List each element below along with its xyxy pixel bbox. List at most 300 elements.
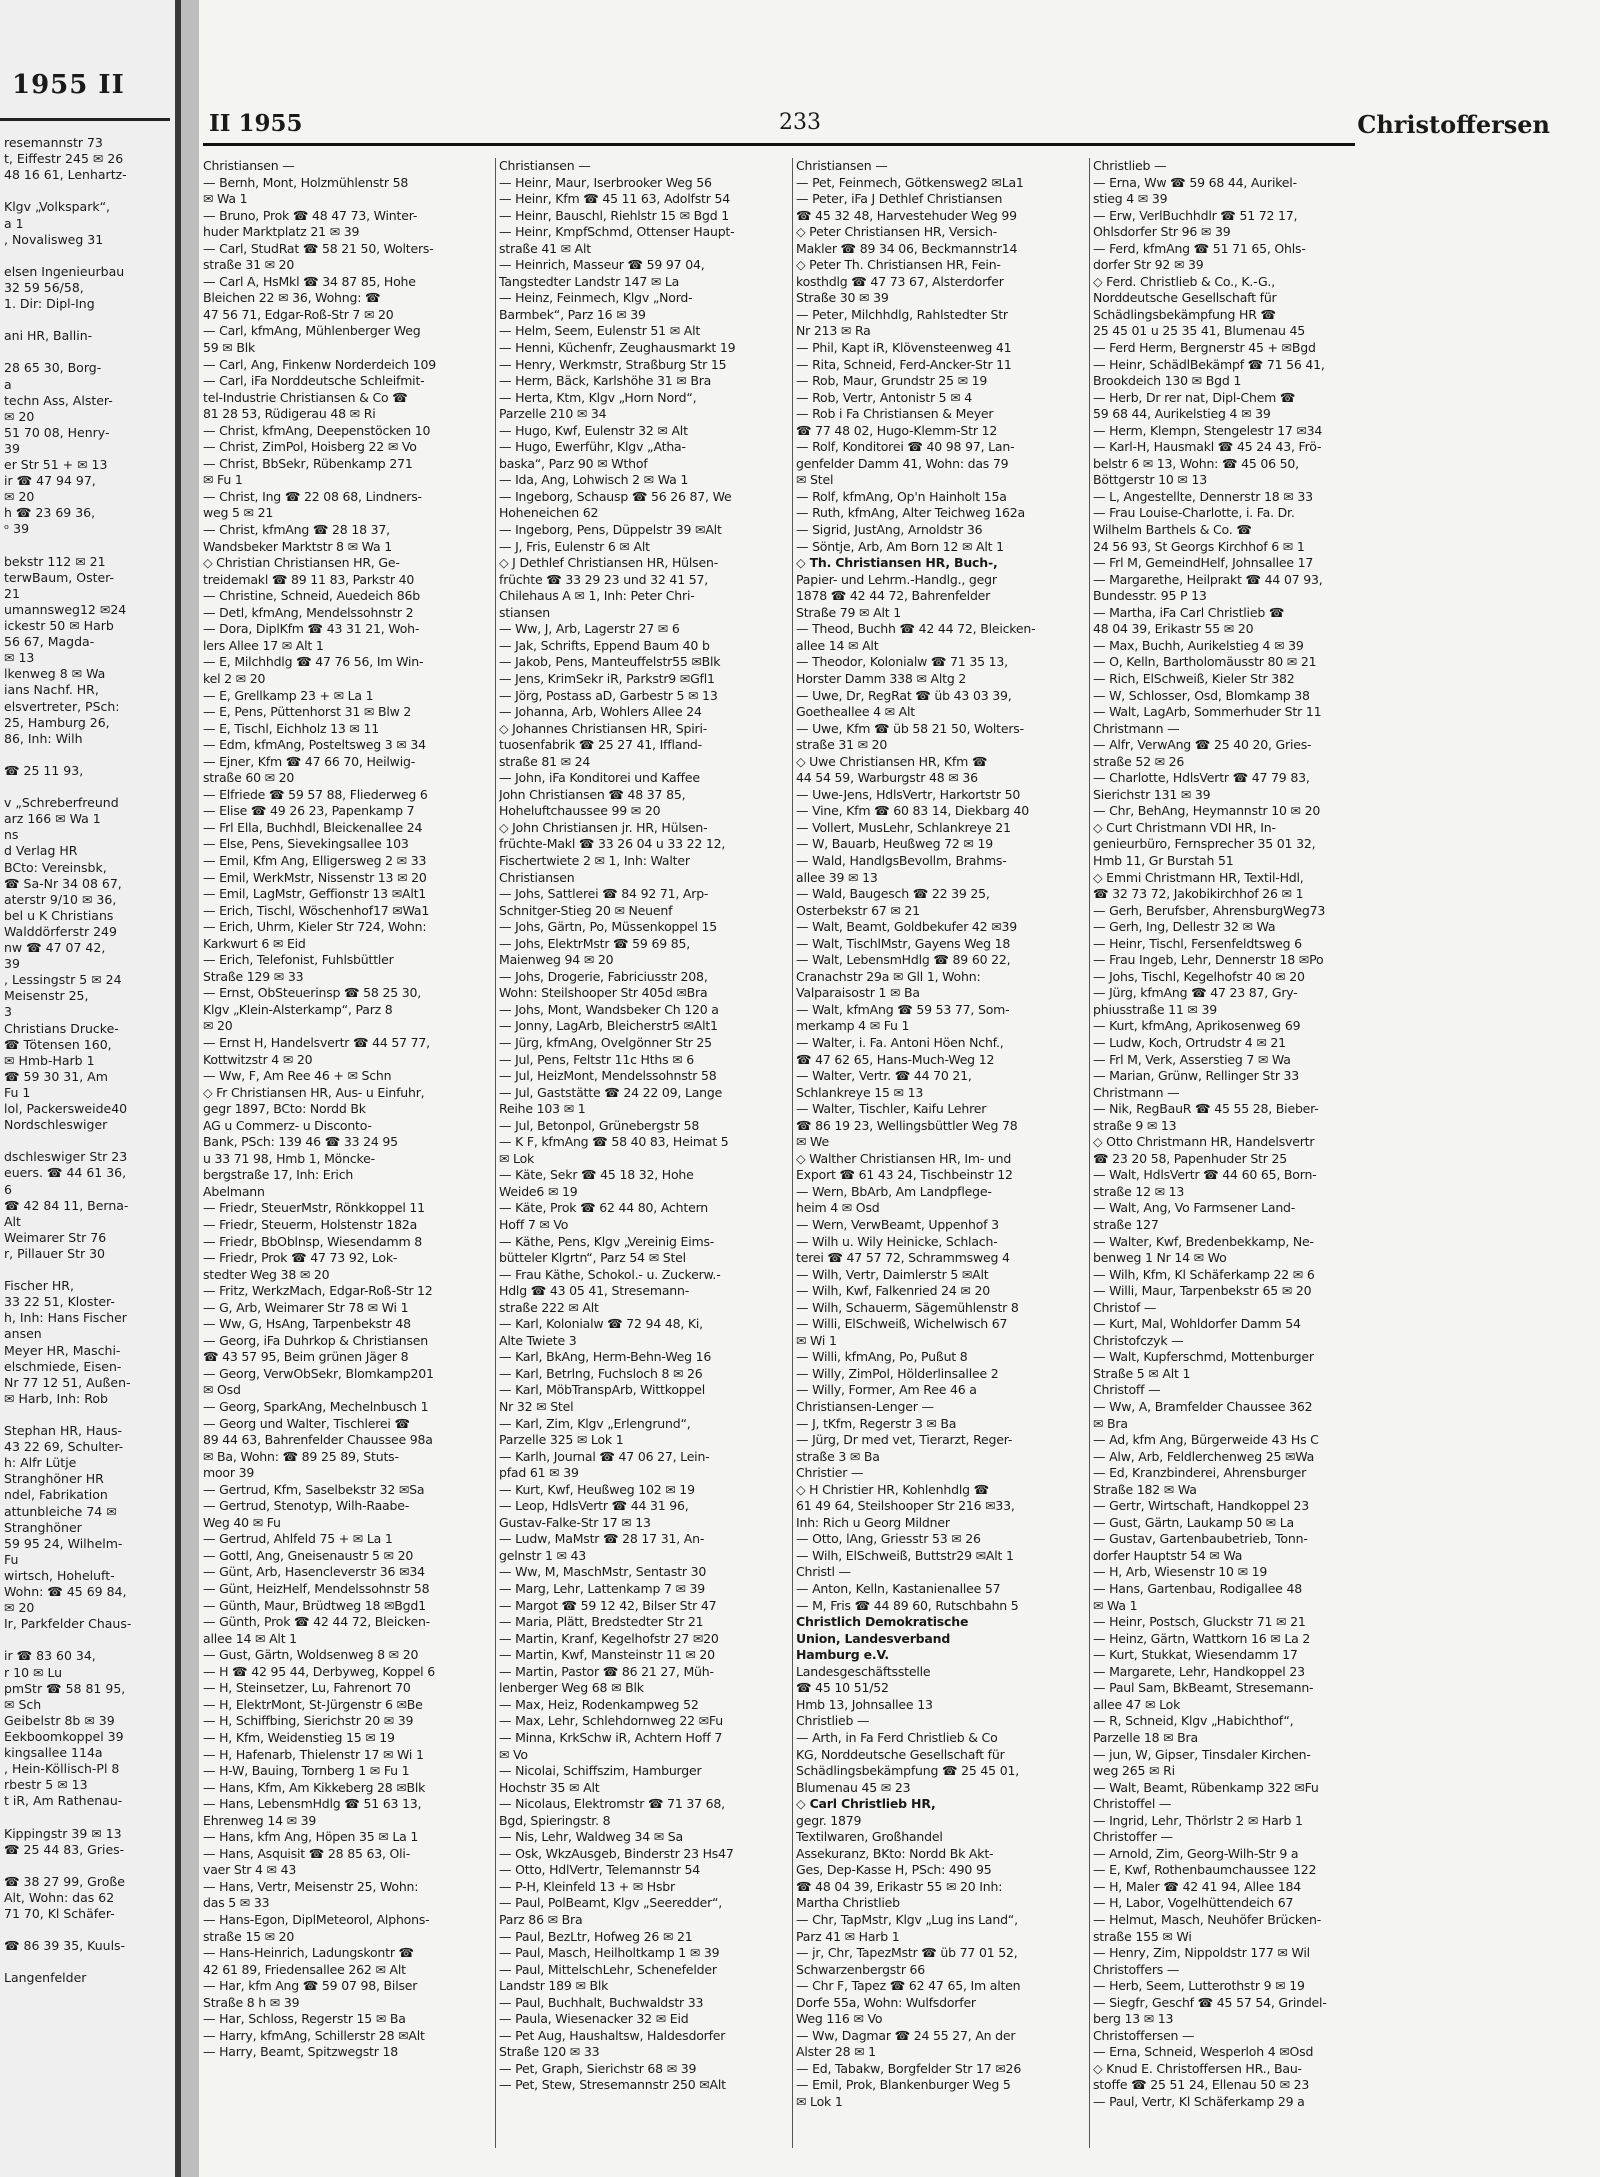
- directory-entry: Christmann —: [1093, 720, 1180, 736]
- directory-entry: — Walt, Kupferschmd, Mottenburger: [1093, 1349, 1314, 1365]
- directory-entry: — Erich, Telefonist, Fuhlsbüttler: [203, 952, 394, 968]
- directory-entry: Hmb 11, Gr Burstah 51: [1093, 852, 1234, 868]
- directory-entry: ✉ Stel: [796, 472, 834, 488]
- directory-entry: weg 265 ✉ Ri: [1093, 1763, 1175, 1779]
- left-page-fragment: [0, 0, 181, 2177]
- directory-entry: — Rob, Maur, Grundstr 25 ✉ 19: [796, 373, 988, 389]
- left-fragment-line: a: [4, 376, 12, 392]
- directory-entry: — H, Kfm, Weidenstieg 15 ✉ 19: [203, 1729, 395, 1745]
- directory-entry: — Fritz, WerkzMach, Edgar-Roß-Str 12: [203, 1283, 433, 1299]
- directory-entry: — Gertrud, Stenotyp, Wilh-Raabe-: [203, 1498, 410, 1514]
- directory-entry: Christlieb —: [796, 1713, 870, 1729]
- directory-entry: — Erna, Ww ☎ 59 68 44, Aurikel-: [1093, 174, 1297, 190]
- directory-entry: — Kurt, kfmAng, Aprikosenweg 69: [1093, 1018, 1301, 1034]
- directory-entry: — Karl, Betrlng, Fuchsloch 8 ✉ 26: [499, 1365, 703, 1381]
- directory-entry: — Walt, kfmAng ☎ 59 53 77, Som-: [796, 1001, 1010, 1017]
- left-fragment-line: rbestr 5 ✉ 13: [4, 1777, 88, 1793]
- left-fragment-line: Meyer HR, Maschi-: [4, 1342, 121, 1358]
- directory-entry: — Rob i Fa Christiansen & Meyer: [796, 406, 994, 422]
- directory-entry: ◇ Th. Christiansen HR, Buch-,: [796, 555, 998, 571]
- directory-entry: früchte ☎ 33 29 23 und 32 41 57,: [499, 571, 708, 587]
- directory-page: [199, 0, 1600, 2177]
- directory-entry: pfad 61 ✉ 39: [499, 1465, 579, 1481]
- directory-entry: ✉ Bra: [1093, 1415, 1128, 1431]
- directory-entry: — Margarethe, Heilprakt ☎ 44 07 93,: [1093, 571, 1323, 587]
- directory-entry: — Herm, Klempn, Stengelestr 17 ✉34: [1093, 422, 1323, 438]
- directory-entry: kosthdlg ☎ 47 73 67, Alsterdorfer: [796, 273, 1004, 289]
- directory-entry: John Christiansen ☎ 48 37 85,: [499, 786, 686, 802]
- directory-entry: moor 39: [203, 1465, 255, 1481]
- directory-entry: ☎ 45 10 51/52: [796, 1680, 889, 1696]
- directory-entry: — J, Fris, Eulenstr 6 ✉ Alt: [499, 538, 650, 554]
- directory-entry: — Heinr, SchädlBekämpf ☎ 71 56 41,: [1093, 356, 1325, 372]
- directory-entry: belstr 6 ✉ 13, Wohn: ☎ 45 06 50,: [1093, 455, 1299, 471]
- directory-entry: — Walt, TischlMstr, Gayens Weg 18: [796, 935, 1011, 951]
- directory-entry: ☎ 45 32 48, Harvestehuder Weg 99: [796, 207, 1017, 223]
- directory-entry: KG, Norddeutsche Gesellschaft für: [796, 1746, 1005, 1762]
- directory-entry: Ehrenweg 14 ✉ 39: [203, 1812, 317, 1828]
- directory-entry: — R, Schneid, Klgv „Habichthof“,: [1093, 1713, 1294, 1729]
- directory-entry: — Harry, Beamt, Spitzwegstr 18: [203, 2044, 398, 2060]
- left-fragment-line: ickestr 50 ✉ Harb: [4, 618, 114, 633]
- left-fragment-line: r, Pillauer Str 30: [4, 1245, 106, 1261]
- directory-entry: ✉ Lok: [499, 1150, 535, 1166]
- directory-entry: Weg 40 ✉ Fu: [203, 1514, 281, 1530]
- directory-entry: huder Marktplatz 21 ✉ 39: [203, 224, 360, 240]
- directory-entry: — Ed, Tabakw, Borgfelder Str 17 ✉26: [796, 2060, 1022, 2076]
- directory-entry: Parz 41 ✉ Harb 1: [796, 1928, 900, 1944]
- directory-entry: Hoheluftchaussee 99 ✉ 20: [499, 803, 661, 819]
- directory-entry: — Hans-Heinrich, Ladungskontr ☎: [203, 1945, 414, 1961]
- directory-entry: — Günt, Arb, Hasencleverstr 36 ✉34: [203, 1564, 425, 1580]
- directory-entry: — H, Arb, Wiesenstr 10 ✉ 19: [1093, 1564, 1268, 1580]
- directory-entry: Bundesstr. 95 P 13: [1093, 588, 1207, 604]
- directory-entry: — Elfriede ☎ 59 57 88, Fliederweg 6: [203, 786, 428, 802]
- left-fragment-line: 39: [4, 956, 20, 972]
- directory-entry: ✉ Osd: [203, 1382, 241, 1398]
- directory-entry: allee 14 ✉ Alt: [796, 637, 879, 653]
- left-fragment-line: ☎ 86 39 35, Kuuls-: [4, 1938, 126, 1954]
- directory-entry: — Henry, Werkmstr, Straßburg Str 15: [499, 356, 727, 372]
- directory-entry: dorfer Str 92 ✉ 39: [1093, 257, 1204, 273]
- directory-entry: Christiansen-Lenger —: [796, 1399, 934, 1415]
- left-fragment-line: Meisenstr 25,: [4, 988, 89, 1004]
- directory-entry: Gustav-Falke-Str 17 ✉ 13: [499, 1514, 651, 1530]
- directory-entry: — Jul, Betonpol, Grünebergstr 58: [499, 1117, 700, 1133]
- directory-entry: — Heinr, Bauschl, Riehlstr 15 ✉ Bgd 1: [499, 207, 729, 223]
- left-fragment-line: umannsweg12 ✉24: [4, 601, 127, 617]
- directory-entry: — Rob, Vertr, Antonistr 5 ✉ 4: [796, 389, 972, 405]
- directory-entry: genieurbüro, Fernsprecher 35 01 32,: [1093, 836, 1316, 852]
- directory-entry: — H, Maler ☎ 42 41 94, Allee 184: [1093, 1878, 1302, 1894]
- directory-entry: — Ingeborg, Pens, Düppelstr 39 ✉Alt: [499, 522, 722, 538]
- directory-entry: — Emil, Prok, Blankenburger Weg 5: [796, 2077, 1011, 2093]
- left-fragment-line: , Hein-Köllisch-Pl 8: [4, 1761, 120, 1777]
- directory-entry: — Ernst H, Handelsvertr ☎ 44 57 77,: [203, 1034, 430, 1050]
- left-fragment-line: ir ☎ 47 94 97,: [4, 473, 96, 489]
- directory-entry: — Ww, G, HsAng, Tarpenbekstr 48: [203, 1316, 411, 1332]
- directory-entry: Brookdeich 130 ✉ Bgd 1: [1093, 373, 1242, 389]
- left-fragment-line: r 10 ✉ Lu: [4, 1664, 63, 1680]
- directory-entry: Bank, PSch: 139 46 ☎ 33 24 95: [203, 1134, 398, 1150]
- directory-entry: Martha Christlieb: [796, 1895, 900, 1911]
- left-fragment-line: h, Inh: Hans Fischer: [4, 1310, 127, 1326]
- directory-entry: — H ☎ 42 95 44, Derbyweg, Koppel 6: [203, 1663, 435, 1679]
- page-number: 233: [779, 110, 821, 135]
- directory-entry: lenberger Weg 68 ✉ Blk: [499, 1680, 644, 1696]
- directory-entry: gegr 1897, BCto: Nordd Bk: [203, 1101, 366, 1117]
- directory-entry: Ges, Dep-Kasse H, PSch: 490 95: [796, 1862, 992, 1878]
- directory-entry: weg 5 ✉ 21: [203, 505, 274, 521]
- directory-entry: 81 28 53, Rüdigerau 48 ✉ Ri: [203, 406, 376, 422]
- directory-entry: — W, Bauarb, Heußweg 72 ✉ 19: [796, 836, 993, 852]
- directory-entry: — Frau Ingeb, Lehr, Dennerstr 18 ✉Po: [1093, 952, 1324, 968]
- page-header: [199, 0, 1600, 150]
- left-fragment-line: Eekboomkoppel 39: [4, 1728, 124, 1744]
- left-fragment-line: ✉ Hmb-Harb 1: [4, 1052, 95, 1068]
- directory-entry: baska“, Parz 90 ✉ Wthof: [499, 455, 648, 471]
- directory-entry: genfelder Damm 41, Wohn: das 79: [796, 455, 1009, 471]
- directory-entry: — Paul, Vertr, Kl Schäferkamp 29 a: [1093, 2093, 1305, 2109]
- directory-entry: — Paul, Buchhalt, Buchwaldstr 33: [499, 1994, 704, 2010]
- left-fragment-line: wirtsch, Hoheluft-: [4, 1567, 115, 1583]
- directory-entry: — Theod, Buchh ☎ 42 44 72, Bleicken-: [796, 621, 1036, 637]
- column-divider: [792, 158, 793, 2148]
- directory-entry: Osterbekstr 67 ✉ 21: [796, 902, 920, 918]
- directory-entry: Cranachstr 29a ✉ Gll 1, Wohn:: [796, 968, 981, 984]
- directory-entry: gegr. 1879: [796, 1812, 862, 1828]
- left-fragment-line: , Lessingstr 5 ✉ 24: [4, 972, 122, 988]
- left-fragment-line: 51 70 08, Henry-: [4, 424, 110, 440]
- directory-entry: — Heinz, Gärtn, Wattkorn 16 ✉ La 2: [1093, 1630, 1311, 1646]
- directory-entry: — Willi, kfmAng, Po, Pußut 8: [796, 1349, 968, 1365]
- left-fragment-line: 3: [4, 1004, 12, 1020]
- directory-entry: 24 56 93, St Georgs Kirchhof 6 ✉ 1: [1093, 538, 1305, 554]
- directory-entry: — Anton, Kelln, Kastanienallee 57: [796, 1581, 1001, 1597]
- directory-entry: — H, Labor, Vogelhüttendeich 67: [1093, 1895, 1294, 1911]
- directory-entry: 1878 ☎ 42 44 72, Bahrenfelder: [796, 588, 991, 604]
- directory-entry: Karkwurt 6 ✉ Eid: [203, 935, 306, 951]
- directory-entry: — H-W, Bauing, Tornberg 1 ✉ Fu 1: [203, 1763, 410, 1779]
- directory-entry: — Carl A, HsMkl ☎ 34 87 85, Hohe: [203, 273, 416, 289]
- left-fragment-line: ☎ 59 30 31, Am: [4, 1068, 108, 1084]
- directory-entry: Christl —: [796, 1564, 851, 1580]
- directory-entry: — Pet, Graph, Sierichstr 68 ✉ 39: [499, 2060, 697, 2076]
- directory-entry: — Paul, MittelschLehr, Schenefelder: [499, 1961, 717, 1977]
- directory-entry: Nr 213 ✉ Ra: [796, 323, 871, 339]
- directory-entry: — Charlotte, HdlsVertr ☎ 47 79 83,: [1093, 770, 1310, 786]
- directory-entry: — Christ, BbSekr, Rübenkamp 271: [203, 455, 413, 471]
- left-fragment-line: ✉ 20: [4, 408, 35, 424]
- directory-entry: Reihe 103 ✉ 1: [499, 1101, 586, 1117]
- directory-entry: ◇ Johannes Christiansen HR, Spiri-: [499, 720, 708, 736]
- directory-entry: Weg 116 ✉ Vo: [796, 2011, 883, 2027]
- left-fragment-line: Stranghöner: [4, 1519, 82, 1535]
- directory-entry: — Heinr, Postsch, Gluckstr 71 ✉ 21: [1093, 1614, 1306, 1630]
- left-fragment-line: er Str 51 + ✉ 13: [4, 457, 108, 472]
- directory-entry: — Hans, Kfm, Am Kikkeberg 28 ✉Blk: [203, 1779, 426, 1795]
- directory-entry: — Ed, Kranzbinderei, Ahrensburger: [1093, 1465, 1307, 1481]
- directory-entry: — Ferd, kfmAng ☎ 51 71 65, Ohls-: [1093, 240, 1306, 256]
- directory-entry: straße 52 ✉ 26: [1093, 753, 1185, 769]
- left-page-header: 1955 II: [12, 70, 125, 100]
- directory-entry: — Gerh, Berufsber, AhrensburgWeg73: [1093, 902, 1326, 918]
- directory-entry: — Willy, Former, Am Ree 46 a: [796, 1382, 977, 1398]
- left-fragment-line: BCto: Vereinsbk,: [4, 859, 107, 875]
- directory-entry: — Helm, Seem, Eulenstr 51 ✉ Alt: [499, 323, 701, 339]
- left-fragment-line: elschmiede, Eisen-: [4, 1358, 122, 1374]
- directory-entry: — Ejner, Kfm ☎ 47 66 70, Heilwig-: [203, 753, 416, 769]
- directory-entry: — Martin, Kranf, Kegelhofstr 27 ✉20: [499, 1630, 719, 1646]
- directory-entry: ◇ Uwe Christiansen HR, Kfm ☎: [796, 753, 988, 769]
- directory-entry: — Alfr, VerwAng ☎ 25 40 20, Gries-: [1093, 737, 1312, 753]
- directory-entry: — Emil, Kfm Ang, Elligersweg 2 ✉ 33: [203, 852, 427, 868]
- directory-entry: — Walt, Ang, Vo Farmsener Land-: [1093, 1200, 1296, 1216]
- directory-entry: — Uwe-Jens, HdlsVertr, Harkortstr 50: [796, 786, 1021, 802]
- directory-entry: — Herta, Ktm, Klgv „Horn Nord“,: [499, 389, 697, 405]
- directory-entry: — Jul, Gaststätte ☎ 24 22 09, Lange: [499, 1084, 723, 1100]
- directory-entry: Export ☎ 61 43 24, Tischbeinstr 12: [796, 1167, 1013, 1183]
- directory-entry: — Chr F, Tapez ☎ 62 47 65, Im alten: [796, 1978, 1021, 1994]
- directory-entry: — Max, Buchh, Aurikelstieg 4 ✉ 39: [1093, 637, 1304, 653]
- directory-entry: kel 2 ✉ 20: [203, 670, 266, 686]
- left-fragment-line: ☎ 42 84 11, Berna-: [4, 1197, 129, 1213]
- directory-entry: — Pet, Stew, Stresemannstr 250 ✉Alt: [499, 2077, 726, 2093]
- directory-entry: — Ww, F, Am Ree 46 + ✉ Schn: [203, 1068, 392, 1084]
- directory-entry: vaer Str 4 ✉ 43: [203, 1862, 297, 1878]
- directory-entry: — jr, Chr, TapezMstr ☎ üb 77 01 52,: [796, 1945, 1018, 1961]
- left-fragment-line: ☎ 38 27 99, Große: [4, 1873, 125, 1889]
- column-2: [499, 158, 786, 2158]
- directory-entry: — Friedr, Steuerm, Holstenstr 182a: [203, 1217, 418, 1232]
- left-fragment-line: elsen Ingenieurbau: [4, 263, 125, 279]
- directory-entry: — Karl, BkAng, Herm-Behn-Weg 16: [499, 1349, 712, 1365]
- directory-entry: straße 9 ✉ 13: [1093, 1117, 1177, 1133]
- directory-entry: — Carl, kfmAng, Mühlenberger Weg: [203, 323, 421, 339]
- left-fragment-line: Alt: [4, 1213, 21, 1229]
- left-fragment-line: 86, Inh: Wilh: [4, 730, 83, 746]
- directory-entry: — Wald, HandlgsBevollm, Brahms-: [796, 852, 1007, 868]
- directory-entry: — E, Milchhdlg ☎ 47 76 56, Im Win-: [203, 654, 424, 670]
- left-fragment-line: 56 67, Magda-: [4, 634, 95, 650]
- directory-entry: — Jürg, Dr med vet, Tierarzt, Reger-: [796, 1432, 1013, 1448]
- directory-entry: — Ludw, MaMstr ☎ 28 17 31, An-: [499, 1531, 705, 1547]
- column-divider: [1089, 158, 1090, 2148]
- directory-entry: allee 39 ✉ 13: [796, 869, 878, 885]
- directory-entry: — Erw, VerlBuchhdlr ☎ 51 72 17,: [1093, 207, 1298, 223]
- directory-entry: — Ingrid, Lehr, Thörlstr 2 ✉ Harb 1: [1093, 1812, 1303, 1828]
- directory-entry: Wilhelm Barthels & Co. ☎: [1093, 522, 1252, 538]
- directory-entry: straße 155 ✉ Wi: [1093, 1928, 1192, 1944]
- directory-entry: ☎ 23 20 58, Papenhuder Str 25: [1093, 1150, 1287, 1166]
- directory-entry: — Peter, Milchhdlg, Rahlstedter Str: [796, 306, 1008, 322]
- directory-entry: — Har, kfm Ang ☎ 59 07 98, Bilser: [203, 1978, 418, 1994]
- left-fragment-line: Fu 1: [4, 1084, 31, 1100]
- left-fragment-line: bekstr 112 ✉ 21: [4, 553, 106, 569]
- directory-entry: — H, Hafenarb, Thielenstr 17 ✉ Wi 1: [203, 1746, 424, 1762]
- directory-entry: Nr 32 ✉ Stel: [499, 1399, 574, 1415]
- directory-entry: — Wilh, Schauerm, Sägemühlenstr 8: [796, 1299, 1019, 1315]
- left-fragment-line: 1. Dir: Dipl-Ing: [4, 296, 95, 311]
- directory-entry: Parzelle 18 ✉ Bra: [1093, 1729, 1198, 1745]
- left-fragment-line: ☎ Tötensen 160,: [4, 1036, 112, 1052]
- directory-entry: — Helmut, Masch, Neuhöfer Brücken-: [1093, 1911, 1322, 1927]
- directory-entry: Bleichen 22 ✉ 36, Wohng: ☎: [203, 290, 381, 306]
- directory-entry: straße 12 ✉ 13: [1093, 1183, 1185, 1199]
- header-year: II 1955: [209, 110, 303, 137]
- left-fragment-line: ians Nachf. HR,: [4, 682, 99, 698]
- directory-entry: Straße 5 ✉ Alt 1: [1093, 1365, 1191, 1381]
- left-fragment-line: dschleswiger Str 23: [4, 1149, 128, 1165]
- directory-entry: — Christ, ZimPol, Hoisberg 22 ✉ Vo: [203, 439, 417, 455]
- directory-entry: — Wilh, Kwf, Falkenried 24 ✉ 20: [796, 1283, 990, 1299]
- left-fragment-line: lkenweg 8 ✉ Wa: [4, 666, 106, 682]
- directory-entry: Schwarzenbergstr 66: [796, 1961, 926, 1977]
- left-fragment-line: 43 22 69, Schulter-: [4, 1439, 124, 1455]
- directory-columns: [203, 158, 1359, 2158]
- left-fragment-line: a 1: [4, 215, 24, 231]
- directory-entry: ◇ Fr Christiansen HR, Aus- u Einfuhr,: [203, 1084, 425, 1100]
- directory-entry: Goetheallee 4 ✉ Alt: [796, 704, 915, 720]
- directory-entry: — Wern, BbArb, Am Landpflege-: [796, 1183, 992, 1199]
- directory-entry: Valparaisostr 1 ✉ Ba: [796, 985, 920, 1001]
- directory-entry: früchte-Makl ☎ 33 26 04 u 33 22 12,: [499, 836, 726, 852]
- header-rule: [203, 143, 1355, 146]
- directory-entry: — Käte, Prok ☎ 62 44 80, Achtern: [499, 1200, 709, 1216]
- directory-entry: — E, Grellkamp 23 + ✉ La 1: [203, 687, 374, 703]
- directory-entry: — Erich, Tischl, Wöschenhof17 ✉Wa1: [203, 902, 430, 918]
- directory-entry: — Jens, KrimSekr iR, Parkstr9 ✉Gfl1: [499, 670, 715, 686]
- directory-entry: — Chr, TapMstr, Klgv „Lug ins Land“,: [796, 1911, 1018, 1927]
- directory-entry: ◇ Carl Christlieb HR,: [796, 1796, 936, 1812]
- directory-entry: Hochstr 35 ✉ Alt: [499, 1779, 600, 1795]
- directory-entry: Straße 120 ✉ 33: [499, 2044, 600, 2060]
- directory-entry: — Sigrid, JustAng, Arnoldstr 36: [796, 522, 983, 538]
- directory-entry: — Rolf, kfmAng, Op'n Hainholt 15a: [796, 488, 1007, 504]
- directory-entry: ◇ John Christiansen jr. HR, Hülsen-: [499, 819, 708, 835]
- directory-entry: — Gust, Gärtn, Laukamp 50 ✉ La: [1093, 1514, 1294, 1530]
- directory-entry: ✉ We: [796, 1134, 829, 1150]
- directory-entry: Tangstedter Landstr 147 ✉ La: [499, 273, 680, 289]
- directory-entry: Christmann —: [1093, 1084, 1180, 1100]
- directory-entry: — Ida, Ang, Lohwisch 2 ✉ Wa 1: [499, 472, 689, 488]
- directory-entry: — Henry, Zim, Nippoldstr 177 ✉ Wil: [1093, 1945, 1310, 1961]
- directory-entry: ☎ 43 57 95, Beim grünen Jäger 8: [203, 1349, 409, 1365]
- directory-entry: — Nis, Lehr, Waldweg 34 ✉ Sa: [499, 1829, 683, 1845]
- left-fragment-line: resemannstr 73: [4, 135, 103, 150]
- directory-entry: straße 41 ✉ Alt: [499, 240, 592, 256]
- left-fragment-line: 71 70, Kl Schäfer-: [4, 1906, 115, 1921]
- directory-entry: — Karl, Zim, Klgv „Erlengrund“,: [499, 1415, 691, 1431]
- directory-entry: — Wilh, Vertr, Daimlerstr 5 ✉Alt: [796, 1266, 989, 1282]
- directory-entry: stieg 4 ✉ 39: [1093, 191, 1168, 207]
- directory-entry: tel-Industrie Christiansen & Co ☎: [203, 389, 408, 405]
- directory-entry: — H, ElektrMont, St-Jürgenstr 6 ✉Be: [203, 1696, 423, 1712]
- left-fragment-line: , Novalisweg 31: [4, 231, 104, 247]
- directory-entry: straße 31 ✉ 20: [203, 257, 295, 273]
- directory-entry: — Otto, lAng, Griesstr 53 ✉ 26: [796, 1531, 981, 1547]
- directory-entry: ◇ H Christier HR, Kohlenhdlg ☎: [796, 1481, 989, 1497]
- directory-entry: Alte Twiete 3: [499, 1332, 577, 1348]
- left-fragment-line: ✉ Sch: [4, 1696, 42, 1712]
- left-fragment-line: h: Alfr Lütje: [4, 1455, 77, 1471]
- directory-entry: — Rolf, Konditorei ☎ 40 98 97, Lan-: [796, 439, 1015, 455]
- directory-entry: — Martin, Pastor ☎ 86 21 27, Müh-: [499, 1663, 714, 1679]
- directory-entry: — E, Tischl, Eichholz 13 ✉ 11: [203, 720, 379, 736]
- directory-entry: — M, Fris ☎ 44 89 60, Rutschbahn 5: [796, 1597, 1019, 1613]
- left-fragment-line: ns: [4, 827, 19, 843]
- directory-entry: — Ferd Herm, Bergnerstr 45 + ✉Bgd: [1093, 340, 1316, 356]
- left-fragment-line: 48 16 61, Lenhartz-: [4, 167, 127, 183]
- directory-entry: Fischertwiete 2 ✉ 1, Inh: Walter: [499, 852, 690, 868]
- directory-entry: bütteler Klgrtn“, Parz 54 ✉ Stel: [499, 1250, 686, 1266]
- directory-entry: ☎ 48 04 39, Erikastr 55 ✉ 20 Inh:: [796, 1878, 1003, 1894]
- directory-entry: Ohlsdorfer Str 96 ✉ 39: [1093, 224, 1231, 240]
- left-fragment-line: Fu: [4, 1551, 19, 1567]
- directory-entry: Hamburg e.V.: [796, 1647, 889, 1663]
- directory-entry: Barmbek“, Parz 16 ✉ 39: [499, 306, 646, 322]
- directory-entry: — Karl-H, Hausmakl ☎ 45 24 43, Frö-: [1093, 439, 1322, 455]
- left-fragment-line: t, Eiffestr 245 ✉ 26: [4, 151, 124, 167]
- directory-entry: Makler ☎ 89 34 06, Beckmannstr14: [796, 240, 1018, 256]
- directory-entry: — Friedr, BbOblnsp, Wiesendamm 8: [203, 1233, 422, 1249]
- directory-entry: Hoff 7 ✉ Vo: [499, 1217, 569, 1232]
- directory-entry: Parzelle 210 ✉ 34: [499, 406, 607, 422]
- header-keyword: Christoffersen: [1357, 110, 1550, 139]
- directory-entry: — Elise ☎ 49 26 23, Papenkamp 7: [203, 803, 415, 819]
- directory-entry: allee 14 ✉ Alt 1: [203, 1630, 297, 1646]
- directory-entry: — Bernh, Mont, Holzmühlenstr 58: [203, 174, 409, 190]
- directory-entry: — Günt, HeizHelf, Mendelssohnstr 58: [203, 1581, 430, 1597]
- directory-entry: — Arnold, Zim, Georg-Wilh-Str 9 a: [1093, 1845, 1299, 1861]
- directory-entry: — Hans, Gartenbau, Rodigallee 48: [1093, 1581, 1302, 1597]
- left-fragment-line: techn Ass, Alster-: [4, 392, 113, 408]
- column-divider: [495, 158, 496, 2148]
- directory-entry: Christoff —: [1093, 1382, 1161, 1398]
- directory-entry: — Herb, Seem, Lutterothstr 9 ✉ 19: [1093, 1978, 1305, 1994]
- directory-entry: 61 49 64, Steilshooper Str 216 ✉33,: [796, 1498, 1015, 1514]
- directory-entry: — Hans-Egon, DiplMeteorol, Alphons-: [203, 1911, 430, 1927]
- directory-entry: treidemakl ☎ 89 11 83, Parkstr 40: [203, 571, 415, 587]
- directory-entry: — Herb, Dr rer nat, Dipl-Chem ☎: [1093, 389, 1296, 405]
- left-fragment-line: ani HR, Ballin-: [4, 328, 93, 344]
- directory-entry: — H, Schiffbing, Sierichstr 20 ✉ 39: [203, 1713, 414, 1729]
- directory-entry: — Günth, Maur, Brüdtweg 18 ✉Bgd1: [203, 1597, 426, 1613]
- directory-entry: — Edm, kfmAng, Posteltsweg 3 ✉ 34: [203, 737, 426, 753]
- directory-entry: — P-H, Kleinfeld 13 + ✉ Hsbr: [499, 1878, 675, 1894]
- directory-entry: — Walter, Vertr. ☎ 44 70 21,: [796, 1068, 972, 1084]
- left-fragment-line: 33 22 51, Kloster-: [4, 1294, 115, 1310]
- directory-entry: heim 4 ✉ Osd: [796, 1200, 880, 1216]
- directory-entry: — L, Angestellte, Dennerstr 18 ✉ 33: [1093, 488, 1313, 504]
- directory-entry: — Jonny, LagArb, Bleicherstr5 ✉Alt1: [499, 1018, 718, 1034]
- directory-entry: — Hans, LebensmHdlg ☎ 51 63 13,: [203, 1796, 422, 1812]
- left-fragment-line: kingsallee 114a: [4, 1745, 103, 1760]
- directory-entry: — Nicolai, Schiffszim, Hamburger: [499, 1763, 702, 1779]
- directory-entry: ✉ 20: [203, 1018, 233, 1034]
- directory-entry: — Christ, kfmAng, Deepenstöcken 10: [203, 422, 431, 438]
- left-fragment-line: ☎ 25 11 93,: [4, 762, 84, 778]
- directory-entry: — Käte, Sekr ☎ 45 18 32, Hohe: [499, 1167, 694, 1183]
- directory-entry: Christiansen: [499, 869, 575, 885]
- directory-entry: — Karl, Kolonialw ☎ 72 94 48, Ki,: [499, 1316, 703, 1332]
- directory-entry: — Carl, Ang, Finkenw Norderdeich 109: [203, 356, 437, 372]
- directory-entry: — Georg, SparkAng, Mechelnbusch 1: [203, 1399, 429, 1415]
- left-fragment-line: Klgv „Volkspark“,: [4, 199, 111, 215]
- directory-entry: Christlich Demokratische: [796, 1614, 969, 1630]
- directory-entry: ✉ Wi 1: [796, 1332, 837, 1348]
- left-fragment-line: 39: [4, 440, 20, 456]
